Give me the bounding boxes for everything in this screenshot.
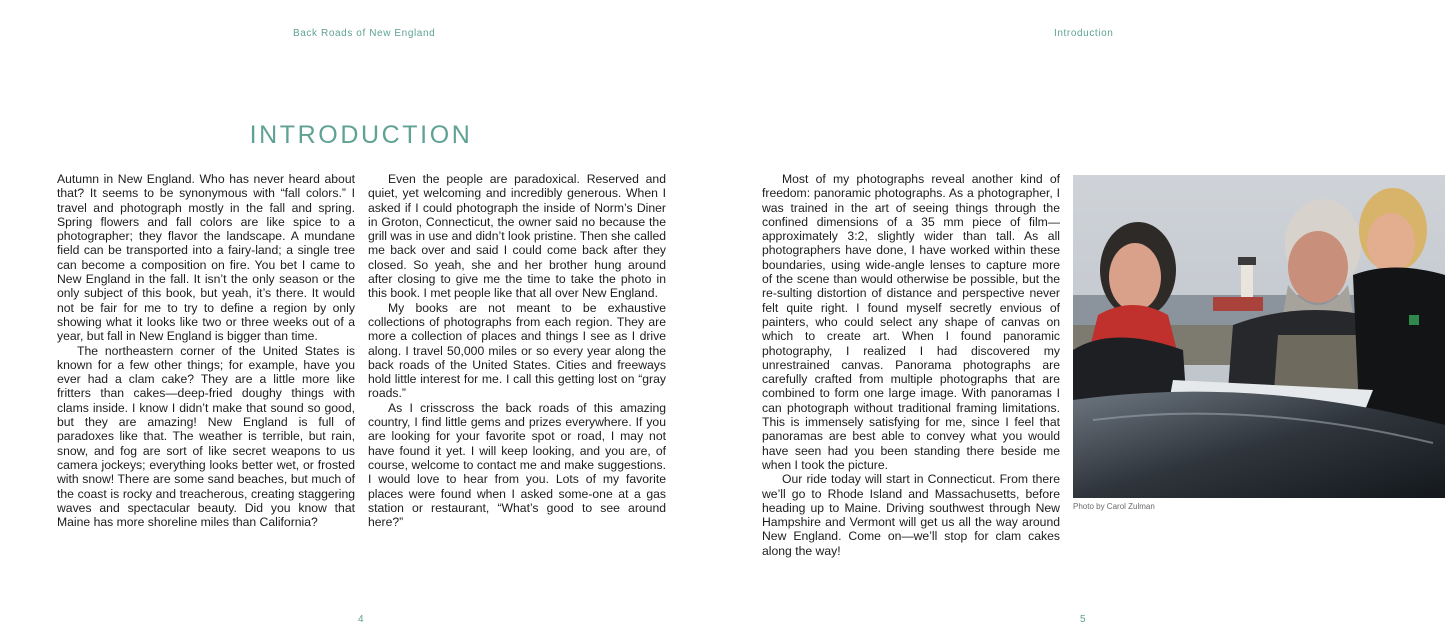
page-number-left: 4 [358, 614, 364, 625]
page-number-right: 5 [1080, 614, 1086, 625]
photo-caption: Photo by Carol Zulman [1073, 502, 1155, 511]
photo-people-reading-map [1073, 175, 1445, 498]
photo-illustration [1073, 175, 1445, 498]
running-head-left: Back Roads of New England [293, 28, 436, 39]
paragraph: Our ride today will start in Connecticut. From there we’ll go to Rhode Island and Massachusetts, before heading up to Maine. Driving southwest through New Hampshire and Vermont will get us all the way around New England. Come on—we’ll stop for clam cakes along the way! [762, 472, 1060, 558]
paragraph: Even the people are paradoxical. Reserved and quiet, yet welcoming and incredibly generous. When I asked if I could photograph the inside of Norm’s Diner in Groton, Connecticut, the owner said no because the grill was in use and didn’t look pristine. Then she called me back over and said I could come back after they closed. So yeah, she and her brother hung around after closing to give me the time to take the photo in this book. I met people like that all over New England. [368, 172, 666, 301]
paragraph: Autumn in New England. Who has never heard about that? It seems to be synonymous with “fall colors.” I travel and photograph mostly in the fall and spring. Spring flowers and fall colors are like spice to a photographer; they flavor the landscape. A mundane field can be transported into a fairy-land; a single tree can become a composition on fire. You bet I came to New England in the fall. It isn’t the only season or the only subject of this book, but yeah, it’s there. It would not be fair for me to try to define a region by only showing what it looks like two or three weeks out of a year, but fall in New England is bigger than time. [57, 172, 355, 344]
left-page [0, 0, 722, 643]
left-column-2 [368, 172, 666, 529]
paragraph: The northeastern corner of the United States is known for a few other things; for example, have you ever had a clam cake? They are a little more like fritters than cakes—deep-fried doughy things with clams inside. I know I didn’t make that sound so good, but they are amazing! New England is full of paradoxes like that. The weather is terrible, but rain, snow, and fog are sort of like secret weapons to us camera jockeys; everything looks better wet, or frosted with snow! There are some sand beaches, but much of the coast is rocky and treacherous, creating staggering waves and spectacular beauty. Did you know that Maine has more shoreline miles than California? [57, 343, 355, 530]
paragraph: My books are not meant to be exhaustive collections of photographs from each region. They are more a collection of places and things I see as I drive along. I travel 50,000 miles or so every year along the back roads of the United States. Cities and freeways hold little interest for me. I call this getting lost on “gray roads.” [368, 300, 666, 401]
running-head-right: Introduction [1054, 28, 1114, 39]
paragraph: As I crisscross the back roads of this amazing country, I find little gems and prizes everywhere. If you are looking for your favorite spot or road, I may not have found it yet. I will keep looking, and you are, of course, welcome to contact me and make suggestions. I would love to hear from you. Lots of my favorite places were found when I asked some-one at a gas station or restaurant, “What’s good to see around here?” [368, 400, 666, 530]
right-page [722, 0, 1445, 643]
paragraph: Most of my photographs reveal another kind of freedom: panoramic photographs. As a photographer, I was trained in the art of seeing things through the confined dimensions of a 35 mm piece of film—approximately 3:2, slightly wider than tall. As all photographers have done, I have worked within these boundaries, using wide-angle lenses to capture more of the scene than would otherwise be possible, but the re-sulting distortion of distance and perspective never felt quite right. I found myself secretly envious of painters, who could select any shape of canvas on which to create art. When I found panoramic photography, I realized I had discovered my unrestrained canvas. Panorama photographs are carefully crafted from multiple photographs that are combined to form one large image. With panoramas I can photograph without traditional framing limitations. This is immensely satisfying for me, since I feel that panoramas are best able to convey what you would have seen had you been standing there beside me when I took the picture. [762, 172, 1060, 472]
chapter-title: INTRODUCTION [249, 121, 473, 149]
right-column [762, 172, 1060, 558]
left-column-1 [57, 172, 355, 529]
